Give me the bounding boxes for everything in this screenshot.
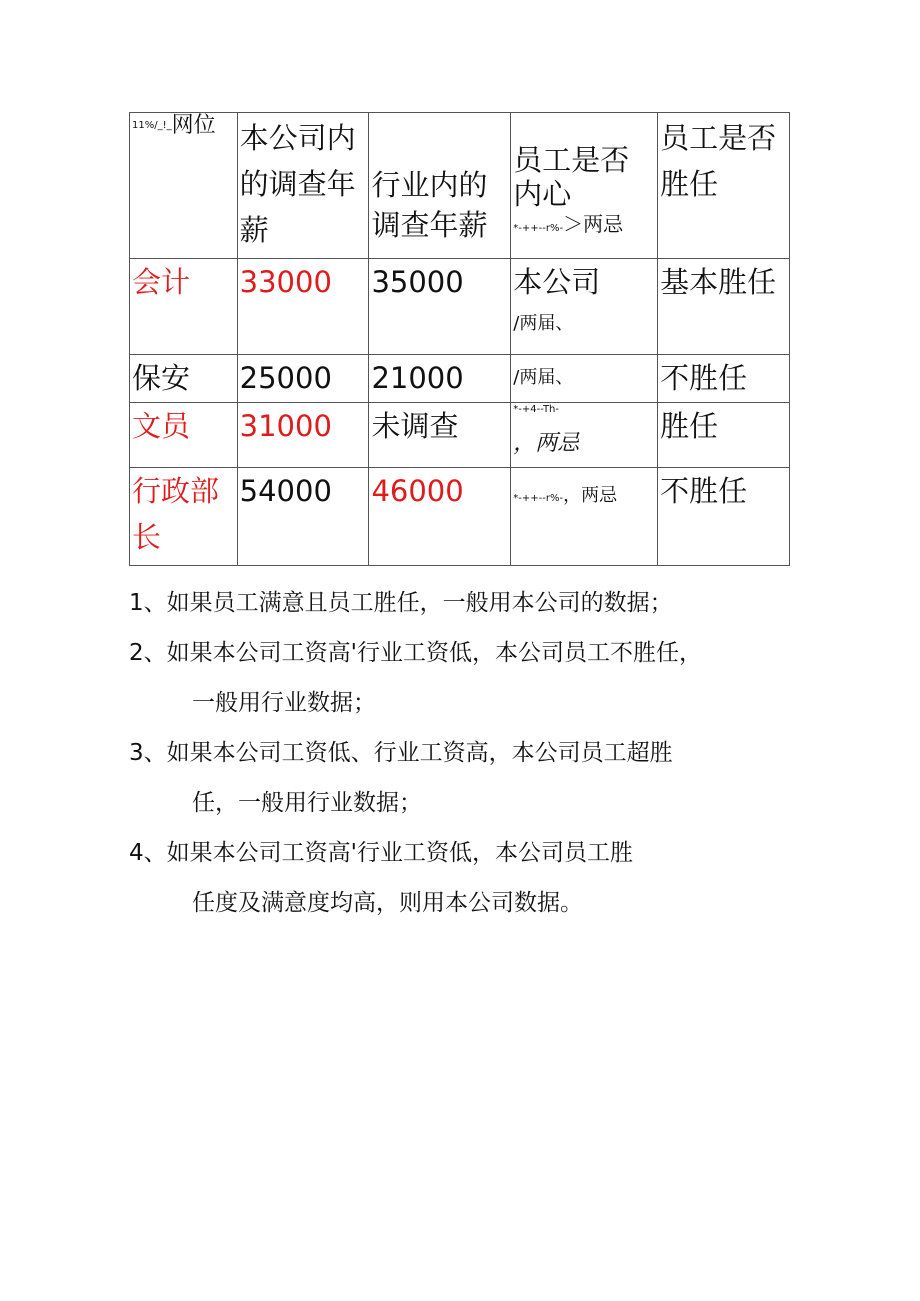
table-header-row [130,113,790,259]
position-cell: 保安 [130,355,238,403]
header-satisfaction-cell [511,113,658,259]
satisfaction-prefix: *-+4--Th- [513,404,559,415]
rule-2: 2、如果本公司工资高'行业工资低，本公司员工不胜任， [129,640,702,666]
satisfaction-prefix: *-++--r%- [513,493,564,504]
header-company-salary-cell [237,113,369,259]
rule-3: 3、如果本公司工资低、行业工资高，本公司员工超胜 [129,740,673,766]
rules-list [129,578,809,928]
satisfaction-cell [511,259,658,355]
company-salary-cell: 25000 [237,355,369,403]
position-cell: 会计 [130,259,238,355]
rule-4: 4、如果本公司工资高'行业工资低，本公司员工胜 [129,840,633,866]
company-salary-cell: 33000 [237,259,369,355]
industry-salary-cell: 21000 [369,355,511,403]
salary-survey-table [129,112,790,566]
table-row [130,468,790,566]
competence-cell: 基本胜任 [658,259,790,355]
satisfaction-cell [511,355,658,403]
rule-2-continuation: 一般用行业数据； [192,690,376,716]
satisfaction-note: /两届、 [513,313,574,334]
company-salary-cell: 54000 [237,468,369,566]
industry-salary-cell: 46000 [369,468,511,566]
satisfaction-value: ，两忌 [513,431,580,456]
rule-3-continuation: 任，一般用行业数据； [192,790,422,816]
competence-cell: 胜任 [658,403,790,468]
table-row [130,403,790,468]
header-satisfaction-note-prefix: *-++--r%- [513,223,564,234]
header-position-cell [130,113,238,259]
header-industry-salary-cell [369,113,511,259]
position-cell: 行政部长 [130,468,238,566]
rule-4-continuation: 任度及满意度均高，则用本公司数据。 [192,890,583,916]
header-company-salary-label: 本公司内的调查年薪 [239,121,356,247]
industry-salary-cell: 未调查 [369,403,511,468]
company-salary-cell: 31000 [237,403,369,468]
satisfaction-cell [511,468,658,566]
competence-cell: 不胜任 [658,355,790,403]
satisfaction-cell [511,403,658,468]
table-row [130,355,790,403]
header-competence-cell [658,113,790,259]
corner-prefix: 11%/_!_ [132,120,172,131]
competence-cell: 不胜任 [658,468,790,566]
rule-1: 1、如果员工满意且员工胜任，一般用本公司的数据； [129,590,673,616]
table-row [130,259,790,355]
header-position-label: 网位 [171,113,216,138]
satisfaction-value: ，两忌 [563,485,618,506]
header-satisfaction-label: 员工是否内心 [513,143,630,211]
satisfaction-note: /两届、 [513,367,574,388]
satisfaction-value: 本公司 [513,265,601,299]
header-competence-label: 员工是否胜任 [660,121,777,201]
industry-salary-cell: 35000 [369,259,511,355]
position-cell: 文员 [130,403,238,468]
header-satisfaction-note: ＞两忌 [563,212,624,236]
header-industry-salary-label: 行业内的调查年薪 [371,168,488,242]
